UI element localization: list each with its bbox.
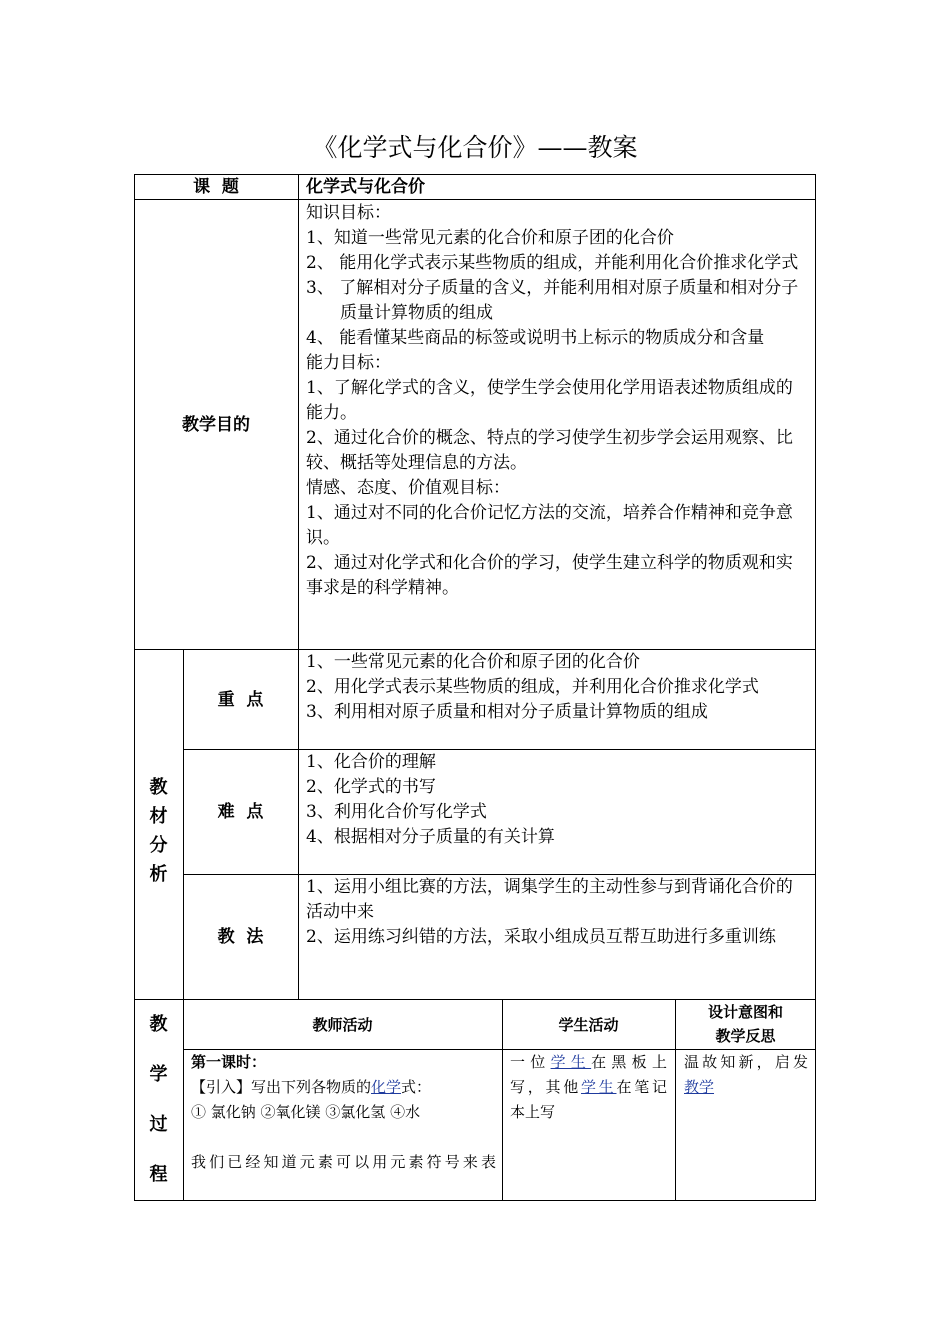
student-text: 一位 [510, 1053, 551, 1071]
methods-label: 教 法 [217, 927, 264, 947]
intro-line [191, 1075, 496, 1100]
ability-item: 2、通过化合价的概念、特点的学习使学生初步学会运用观察、比较、概括等处理信息的方法。 [306, 428, 793, 473]
difficulties-content [306, 750, 808, 850]
knowledge-heading: 知识目标： [306, 203, 391, 223]
intro-prefix: 【引入】写出下列各物质的 [191, 1078, 372, 1096]
row-divider [134, 199, 816, 200]
key-points-label: 重 点 [217, 690, 264, 710]
teaching-link[interactable]: 教学 [684, 1078, 715, 1096]
substances-list: ① 氯化钠 ②氧化镁 ③氯化氢 ④水 [191, 1103, 421, 1121]
difficulty-item: 4、根据相对分子质量的有关计算 [306, 827, 555, 847]
ability-heading: 能力目标： [306, 353, 391, 373]
key-points-content [306, 650, 810, 725]
design-reflection-header [675, 1000, 816, 1048]
knowledge-item: 1、知道一些常见元素的化合价和原子团的化合价 [306, 228, 674, 248]
method-item: 2、运用练习纠错的方法，采取小组成员互帮互助进行多重训练 [306, 927, 776, 947]
topic-value: 化学式与化合价 [306, 177, 425, 197]
chemistry-link[interactable]: 化学 [371, 1078, 402, 1096]
analysis-label-char: 分 [149, 835, 168, 856]
teacher-activity-content [191, 1050, 496, 1175]
page-title: 《化学式与化合价》——教案 [312, 133, 638, 162]
topic-label: 课 题 [193, 177, 239, 197]
objectives-label: 教学目的 [182, 415, 250, 435]
key-point-item: 1、一些常见元素的化合价和原子团的化合价 [306, 652, 640, 672]
session-title: 第一课时： [191, 1053, 267, 1071]
key-point-item: 2、用化学式表示某些物质的组成，并利用化合价推求化学式 [306, 677, 759, 697]
design-header-line: 设计意图和 [707, 1003, 783, 1021]
key-point-item: 3、利用相对原子质量和相对分子质量计算物质的组成 [306, 702, 708, 722]
student-text: 在黑板上 [591, 1053, 667, 1071]
design-line [684, 1075, 808, 1100]
difficulties-label: 难 点 [217, 802, 264, 822]
knowledge-item: 4、 能看懂某些商品的标签或说明书上标示的物质成分和含量 [306, 328, 765, 348]
difficulty-item: 2、化学式的书写 [306, 777, 436, 797]
emotion-item: 1、通过对不同的化合价记忆方法的交流，培养合作精神和竞争意识。 [306, 503, 793, 548]
emotion-item: 2、通过对化学式和化合价的学习，使学生建立科学的物质观和实事求是的科学精神。 [306, 553, 793, 598]
student-link[interactable]: 学生 [580, 1078, 617, 1096]
emotion-heading: 情感、态度、价值观目标： [306, 478, 510, 498]
col-divider [298, 174, 299, 649]
methods-content [306, 875, 808, 950]
design-content [684, 1050, 808, 1100]
student-activity-content [510, 1050, 667, 1125]
ability-item: 1、了解化学式的含义，使学生学会使用化学用语表述物质组成的能力。 [306, 378, 793, 423]
design-header-line: 教学反思 [715, 1027, 776, 1045]
col-divider [298, 649, 299, 999]
student-line [510, 1075, 667, 1100]
analysis-label-char: 析 [149, 864, 168, 885]
student-activity-header: 学生活动 [558, 1016, 619, 1034]
analysis-label [134, 773, 183, 889]
difficulty-item: 3、利用化合价写化学式 [306, 802, 487, 822]
objectives-content [306, 201, 808, 601]
teacher-activity-header: 教师活动 [312, 1016, 373, 1034]
student-link[interactable]: 学生 [550, 1053, 592, 1071]
process-label [134, 1000, 183, 1200]
process-label-char: 教 [149, 1014, 168, 1035]
student-line: 本上写 [510, 1103, 556, 1121]
teacher-continuation: 我们已经知道元素可以用元素符号来表 [191, 1153, 496, 1171]
student-text: 在笔记 [616, 1078, 667, 1096]
process-label-char: 程 [149, 1164, 168, 1185]
difficulty-item: 1、化合价的理解 [306, 752, 436, 772]
knowledge-item: 2、 能用化学式表示某些物质的组成，并能利用化合价推求化学式 [306, 253, 799, 273]
process-label-char: 学 [149, 1064, 168, 1085]
process-label-char: 过 [149, 1114, 168, 1135]
analysis-label-char: 材 [149, 806, 168, 827]
analysis-label-char: 教 [149, 777, 168, 798]
knowledge-item: 3、 了解相对分子质量的含义，并能利用相对原子质量和相对分子质量计算物质的组成 [306, 278, 799, 323]
method-item: 1、运用小组比赛的方法，调集学生的主动性参与到背诵化合价的活动中来 [306, 877, 793, 922]
student-line [510, 1050, 667, 1075]
design-line: 温故知新，启发 [684, 1053, 808, 1071]
student-text: 写，其他 [510, 1078, 581, 1096]
intro-suffix: 式： [401, 1078, 432, 1096]
